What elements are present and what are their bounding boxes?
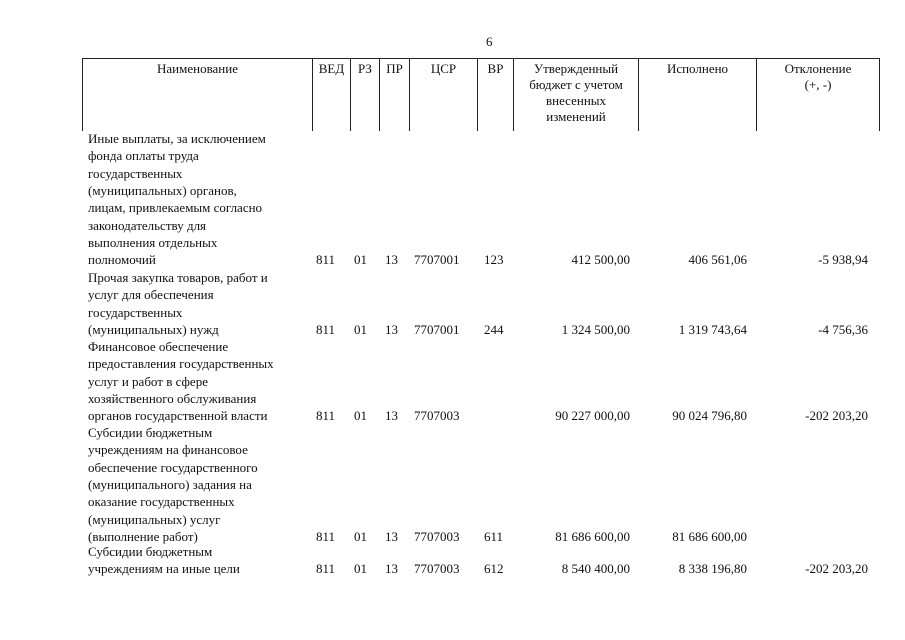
cell-deviation: -5 938,94 — [818, 252, 868, 268]
cell-ved: 811 — [316, 321, 336, 337]
cell-csr: 7707003 — [414, 561, 460, 577]
row-name-line: оказание государственных — [88, 494, 235, 510]
cell-deviation: -202 203,20 — [805, 561, 868, 577]
page-number: 6 — [486, 34, 493, 49]
cell-deviation: -4 756,36 — [818, 321, 868, 337]
cell-vr: 123 — [484, 252, 504, 268]
cell-csr: 7707001 — [414, 321, 460, 337]
cell-approved: 90 227 000,00 — [555, 408, 630, 424]
row-name-line: услуг и работ в сфере — [88, 373, 208, 389]
header-approved-budget: Утвержденный бюджет с учетом внесенных изменений — [513, 59, 638, 131]
row-name-line: законодательству для — [88, 217, 207, 233]
row-name-line: обеспечение государственного — [88, 459, 258, 475]
row-name-line: лицам, привлекаемым согласно — [88, 200, 263, 216]
row-name-line: (выполнение работ) — [88, 528, 198, 544]
row-name-line: услуг для обеспечения — [88, 287, 214, 303]
row-name-line: (муниципального) задания на — [88, 476, 252, 492]
cell-vr: 244 — [484, 321, 504, 337]
cell-approved: 1 324 500,00 — [561, 321, 630, 337]
row-name-line: полномочий — [88, 252, 156, 268]
cell-executed: 8 338 196,80 — [678, 561, 747, 577]
header-rz: РЗ — [350, 59, 379, 131]
cell-ved: 811 — [316, 528, 336, 544]
cell-vr: 611 — [484, 528, 504, 544]
cell-pr: 13 — [385, 408, 398, 424]
cell-ved: 811 — [316, 561, 336, 577]
cell-executed: 1 319 743,64 — [678, 321, 747, 337]
row-name-line: Финансовое обеспечение — [88, 339, 229, 354]
row-name-line: выполнения отдельных — [88, 234, 218, 250]
cell-csr: 7707001 — [414, 252, 460, 268]
row-name-line: (муниципальных) нужд — [88, 321, 219, 337]
row-name-line: Субсидии бюджетным — [88, 425, 213, 440]
cell-vr: 612 — [484, 561, 504, 577]
row-name-line: предоставления государственных — [88, 356, 274, 372]
row-name-line: учреждениям на иные цели — [88, 561, 240, 577]
row-name-line: органов государственной власти — [88, 408, 268, 424]
header-pr: ПР — [379, 59, 409, 131]
cell-rz: 01 — [354, 408, 367, 424]
row-name-line: учреждениям на финансовое — [88, 442, 248, 458]
cell-rz: 01 — [354, 528, 367, 544]
header-csr: ЦСР — [409, 59, 477, 131]
cell-pr: 13 — [385, 561, 398, 577]
header-name: Наименование — [157, 61, 238, 76]
cell-rz: 01 — [354, 321, 367, 337]
header-ved: ВЕД — [312, 59, 350, 131]
cell-deviation: -202 203,20 — [805, 408, 868, 424]
cell-csr: 7707003 — [414, 528, 460, 544]
row-name-line: государственных — [88, 165, 183, 181]
row-name-line: (муниципальных) услуг — [88, 511, 221, 527]
cell-csr: 7707003 — [414, 408, 460, 424]
cell-pr: 13 — [385, 321, 398, 337]
cell-executed: 406 561,06 — [688, 252, 747, 268]
row-name-line: (муниципальных) органов, — [88, 182, 237, 198]
cell-approved: 8 540 400,00 — [561, 561, 630, 577]
cell-ved: 811 — [316, 408, 336, 424]
cell-ved: 811 — [316, 252, 336, 268]
header-executed: Исполнено — [638, 59, 756, 131]
row-name-line: хозяйственного обслуживания — [88, 390, 257, 406]
cell-executed: 90 024 796,80 — [672, 408, 747, 424]
cell-rz: 01 — [354, 252, 367, 268]
cell-approved: 81 686 600,00 — [555, 528, 630, 544]
cell-pr: 13 — [385, 252, 398, 268]
cell-approved: 412 500,00 — [571, 252, 630, 268]
header-vr: ВР — [477, 59, 513, 131]
cell-executed: 81 686 600,00 — [672, 528, 747, 544]
row-name-line: фонда оплаты труда — [88, 148, 199, 164]
row-name-line: Иные выплаты, за исключением — [88, 131, 266, 146]
header-deviation: Отклонение (+, -) — [756, 59, 879, 131]
row-name-line: государственных — [88, 304, 183, 320]
cell-pr: 13 — [385, 528, 398, 544]
cell-rz: 01 — [354, 561, 367, 577]
row-name-line: Субсидии бюджетным — [88, 544, 213, 559]
row-name-line: Прочая закупка товаров, работ и — [88, 270, 268, 285]
